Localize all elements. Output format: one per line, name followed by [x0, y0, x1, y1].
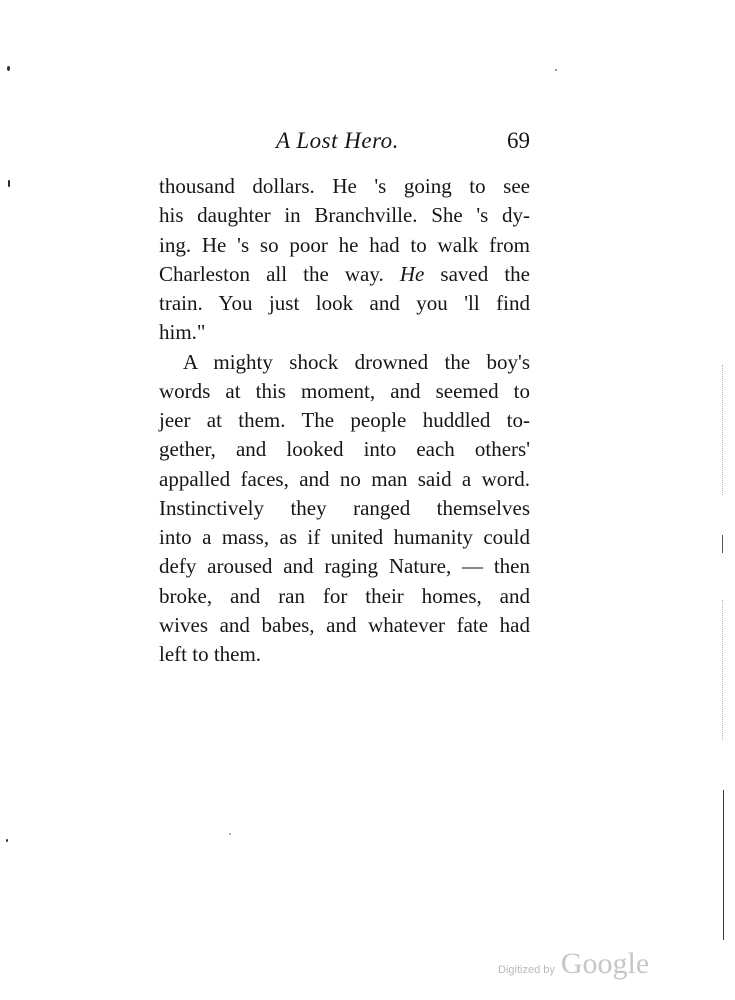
digitized-by-watermark: [498, 947, 649, 987]
text-line: left to them.: [159, 642, 262, 666]
text-line: [159, 260, 530, 289]
text-line: his daughter in Branchville. She 's dy-: [159, 203, 530, 228]
page-edge-shadow: [723, 790, 724, 940]
page-number: 69: [507, 128, 530, 153]
text-line: train. You just look and you 'll find: [159, 291, 530, 315]
paragraph-first-line: A mighty shock drowned the boy's: [183, 349, 530, 374]
text-line: defy aroused and raging Nature, — then: [159, 554, 530, 579]
text-line: gether, and looked into each others': [159, 437, 530, 462]
text-line: words at this moment, and seemed to: [159, 378, 530, 403]
page-body: [159, 172, 530, 669]
text-line: him.": [159, 320, 206, 345]
running-title: A Lost Hero.: [276, 128, 399, 153]
text-line: wives and babes, and whatever fate had: [159, 612, 530, 637]
text-line: appalled faces, and no man said a word.: [159, 466, 530, 491]
text-line: thousand dollars. He 's going to see: [159, 174, 530, 198]
text-line: ing. He 's so poor he had to walk from: [159, 232, 530, 257]
text-line: broke, and ran for their homes, and: [159, 583, 530, 608]
scan-speck: [6, 839, 8, 842]
text-line: jeer at them. The people huddled to-: [159, 408, 530, 432]
page-edge-shadow: [722, 535, 723, 553]
scan-speck: [229, 833, 231, 835]
scan-speck: [8, 180, 10, 187]
scan-speck: [7, 66, 10, 71]
running-head: [160, 124, 530, 158]
text-segment: Charleston all the way.: [159, 261, 400, 286]
page-edge-shadow: [722, 600, 724, 740]
watermark-logo: Google: [560, 947, 650, 980]
page-edge-shadow: [722, 365, 724, 495]
text-segment: saved the: [424, 261, 530, 286]
text-line: into a mass, as if united humanity could: [159, 525, 530, 549]
watermark-prefix: Digitized by: [498, 964, 555, 976]
text-line: Instinctively they ranged themselves: [159, 495, 530, 520]
scan-speck: [555, 69, 557, 71]
italic-word: He: [399, 261, 425, 286]
